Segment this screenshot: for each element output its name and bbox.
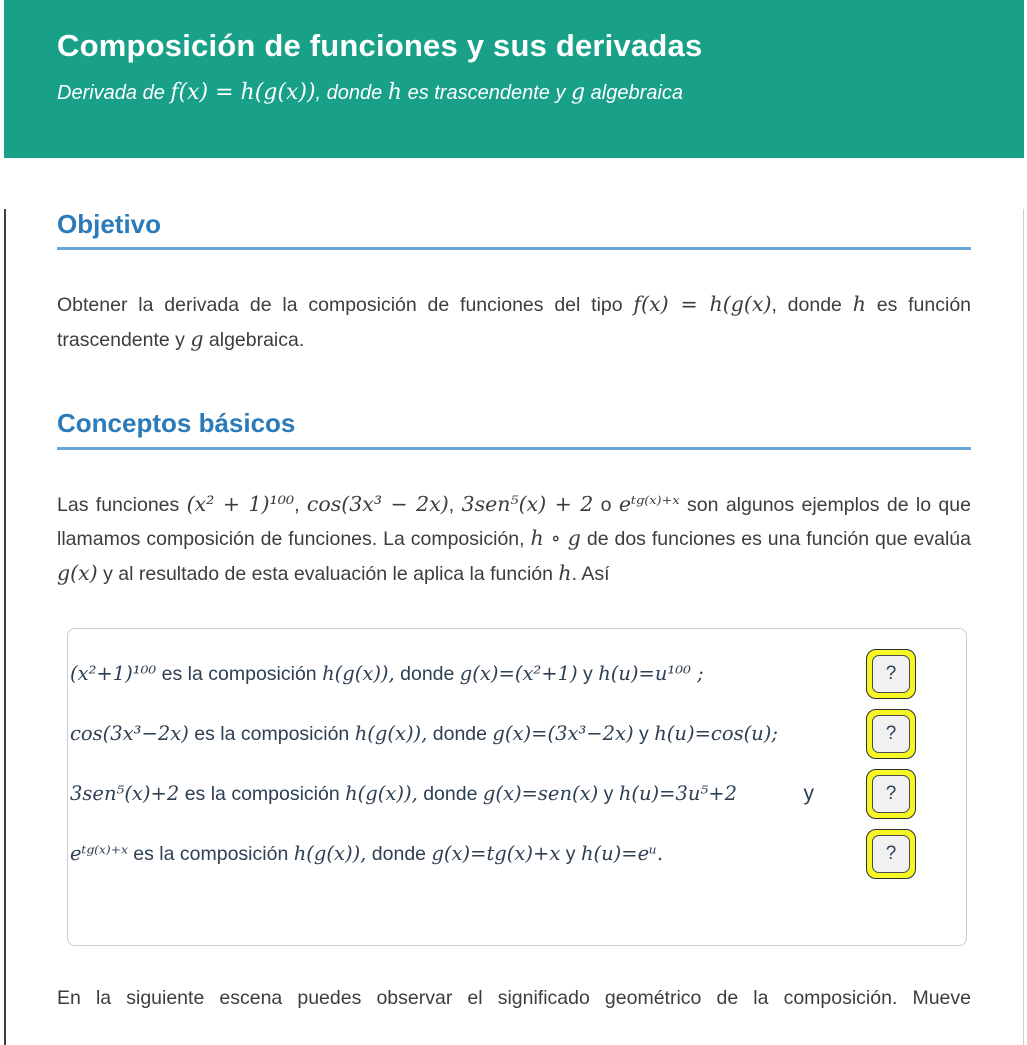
question-mark-icon: ? — [872, 655, 910, 693]
footer-paragraph: En la siguiente escena puedes observar el significado geométrico de la composición. Mueve — [57, 987, 971, 1010]
hint-button-3[interactable] — [866, 769, 916, 819]
lesson-header — [4, 0, 1024, 158]
objetivo-paragraph: Obtener la derivada de la composición de funciones del tipo f(x) = h(g(x), donde h es función trascendente y g algebraica. — [57, 292, 972, 351]
separator-y: y — [803, 782, 814, 806]
lesson-page — [4, 0, 1024, 1045]
example-row-4 — [70, 829, 916, 879]
page-subtitle: Derivada de f(x) = h(g(x)), donde h es trascendente y g algebraica — [57, 79, 683, 105]
section-heading-objetivo: Objetivo — [57, 209, 971, 250]
example-row-2 — [70, 709, 916, 759]
hint-button-1[interactable] — [866, 649, 916, 699]
question-mark-icon: ? — [872, 715, 910, 753]
example-expression-1: (x²+1)¹⁰⁰ es la composición h(g(x)), donde g(x)=(x²+1) y h(u)=u¹⁰⁰ ; — [70, 662, 704, 686]
example-row-3 — [70, 769, 916, 819]
question-mark-icon: ? — [872, 835, 910, 873]
page-title: Composición de funciones y sus derivadas — [57, 28, 703, 63]
example-expression-4: eᵗᵍ⁽ˣ⁾⁺ˣ es la composición h(g(x)), donde g(x)=tg(x)+x y h(u)=eᵘ. — [70, 842, 664, 866]
conceptos-paragraph: Las funciones (x² + 1)¹⁰⁰, cos(3x³ − 2x), 3sen⁵(x) + 2 o eᵗᵍ⁽ˣ⁾⁺ˣ son algunos ejemplos de lo que llamamos composición de funciones. La composición, h ∘ g de dos funciones es una función que evalúa g(x) y al resultado de esta evaluación le aplica la función h. Así — [57, 491, 971, 585]
hint-button-4[interactable] — [866, 829, 916, 879]
lesson-content — [4, 209, 1024, 1045]
example-row-1 — [70, 649, 916, 699]
section-heading-conceptos: Conceptos básicos — [57, 408, 971, 449]
examples-box — [67, 628, 967, 946]
example-expression-2: cos(3x³−2x) es la composición h(g(x)), donde g(x)=(3x³−2x) y h(u)=cos(u); — [70, 722, 778, 746]
example-expression-3: 3sen⁵(x)+2 es la composición h(g(x)), donde g(x)=sen(x) y h(u)=3u⁵+2 — [70, 782, 738, 806]
hint-button-2[interactable] — [866, 709, 916, 759]
question-mark-icon: ? — [872, 775, 910, 813]
